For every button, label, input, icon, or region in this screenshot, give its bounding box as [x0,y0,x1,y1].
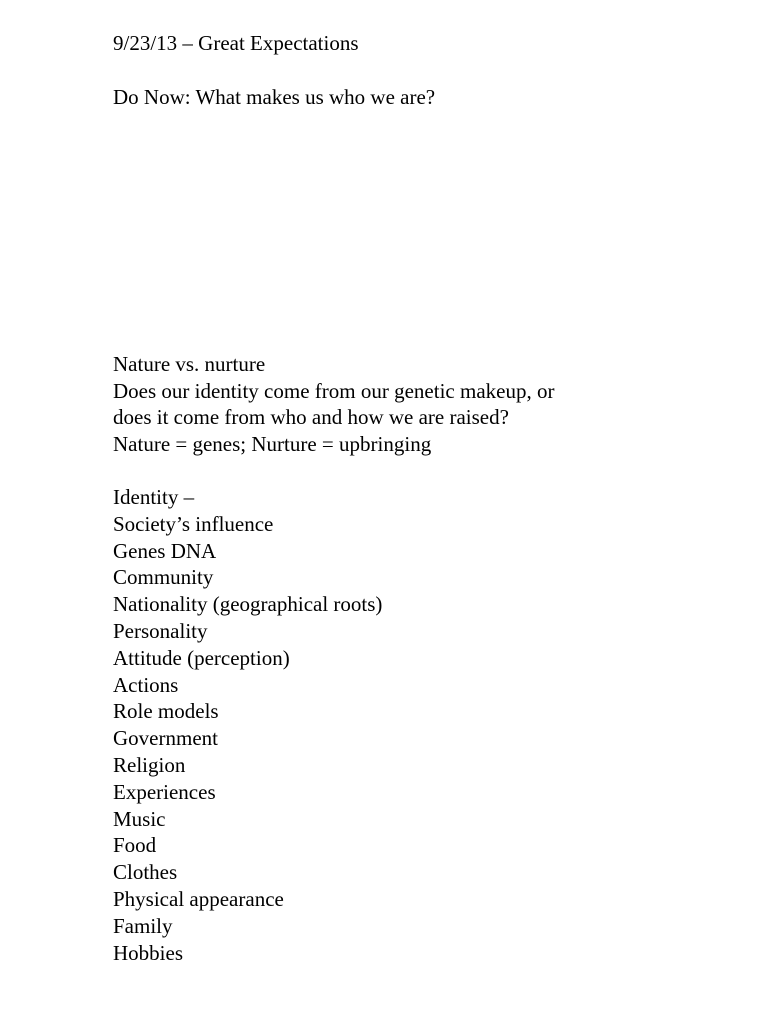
list-item: Experiences [113,779,216,804]
list-item: Physical appearance [113,886,284,911]
list-item: Music [113,806,166,831]
list-item: Hobbies [113,940,183,965]
list-item: Attitude (perception) [113,645,290,670]
list-item: Clothes [113,860,178,885]
question-line-1: Does our identity come from our genetic makeup, or [113,379,555,403]
list-item: Nationality (geographical roots) [113,592,383,617]
do-now-prompt: Do Now: What makes us who we are? [113,85,436,109]
question-line-2: does it come from who and how we are raised? [113,405,509,429]
identity-list [113,484,382,966]
document-page [113,0,733,1024]
list-item: Genes DNA [113,538,217,563]
document-heading: 9/23/13 – Great Expectations [113,31,359,55]
list-item: Religion [113,752,186,777]
list-item: Actions [113,672,179,697]
nature-vs-nurture-title: Nature vs. nurture [113,352,266,376]
list-item: Role models [113,699,219,724]
list-item: Government [113,726,218,751]
list-item: Community [113,565,214,590]
list-item: Personality [113,618,208,643]
identity-label: Identity – [113,485,195,509]
list-item: Family [113,913,173,938]
list-item: Society’s influence [113,511,274,536]
list-item: Food [113,833,157,858]
definition-line: Nature = genes; Nurture = upbringing [113,432,432,456]
